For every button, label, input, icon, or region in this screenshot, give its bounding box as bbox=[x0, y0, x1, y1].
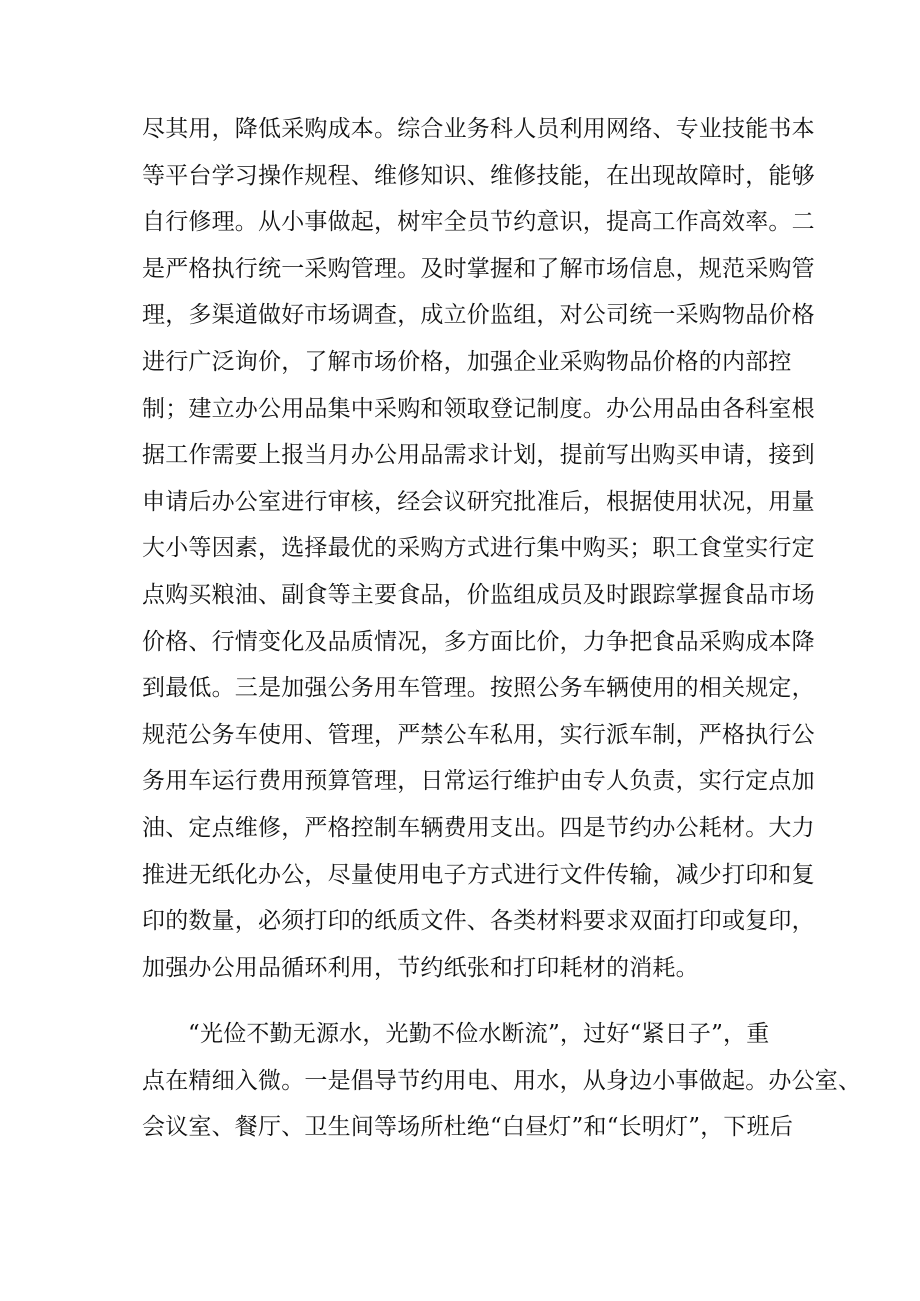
text-line: 等平台学习操作规程、维修知识、维修技能，在出现故障时，能够 bbox=[142, 162, 815, 189]
text-line: 点购买粮油、副食等主要食品，价监组成员及时跟踪掌握食品市场 bbox=[142, 581, 815, 608]
text-line: 自行修理。从小事做起，树牢全员节约意识，提高工作高效率。二 bbox=[142, 209, 815, 236]
text-line: 制；建立办公用品集中采购和领取登记制度。办公用品由各科室根 bbox=[142, 395, 815, 422]
text-line: 据工作需要上报当月办公用品需求计划，提前写出购买申请，接到 bbox=[142, 442, 815, 469]
paragraph-frugality bbox=[142, 1011, 862, 1151]
text-line: 进行广泛询价，了解市场价格，加强企业采购物品价格的内部控 bbox=[142, 348, 792, 375]
text-line: 油、定点维修，严格控制车辆费用支出。四是节约办公耗材。大力 bbox=[142, 814, 815, 841]
text-line: 加强办公用品循环利用，节约纸张和打印耗材的消耗。 bbox=[142, 954, 699, 981]
text-line: 规范公务车使用、管理，严禁公车私用，实行派车制，严格执行公 bbox=[142, 721, 815, 748]
paragraph-procurement bbox=[142, 106, 815, 991]
text-line: 到最低。三是加强公务用车管理。按照公务车辆使用的相关规定， bbox=[142, 675, 815, 702]
text-line: 务用车运行费用预算管理，日常运行维护由专人负责，实行定点加 bbox=[142, 768, 815, 795]
text-line: 尽其用，降低采购成本。综合业务科人员利用网络、专业技能书本 bbox=[142, 116, 815, 142]
text-line: 点在精细入微。一是倡导节约用电、用水，从身边小事做起。办公室、 bbox=[142, 1067, 862, 1094]
text-line: 大小等因素，选择最优的采购方式进行集中购买；职工食堂实行定 bbox=[142, 535, 815, 562]
text-line: 价格、行情变化及品质情况，多方面比价，力争把食品采购成本降 bbox=[142, 628, 815, 655]
text-line: 印的数量，必须打印的纸质文件、各类材料要求双面打印或复印， bbox=[142, 908, 815, 935]
text-line: “光俭不勤无源水，光勤不俭水断流”，过好“紧日子”，重 bbox=[188, 1021, 770, 1047]
text-line: 理，多渠道做好市场调查，成立价监组，对公司统一采购物品价格 bbox=[142, 302, 815, 329]
text-line: 申请后办公室进行审核，经会议研究批准后，根据使用状况，用量 bbox=[142, 488, 815, 515]
text-line: 推进无纸化办公，尽量使用电子方式进行文件传输，减少打印和复 bbox=[142, 861, 815, 888]
text-line: 会议室、餐厅、卫生间等场所杜绝“白昼灯”和“长明灯”，下班后 bbox=[142, 1114, 794, 1141]
text-line: 是严格执行统一采购管理。及时掌握和了解市场信息，规范采购管 bbox=[142, 255, 815, 282]
